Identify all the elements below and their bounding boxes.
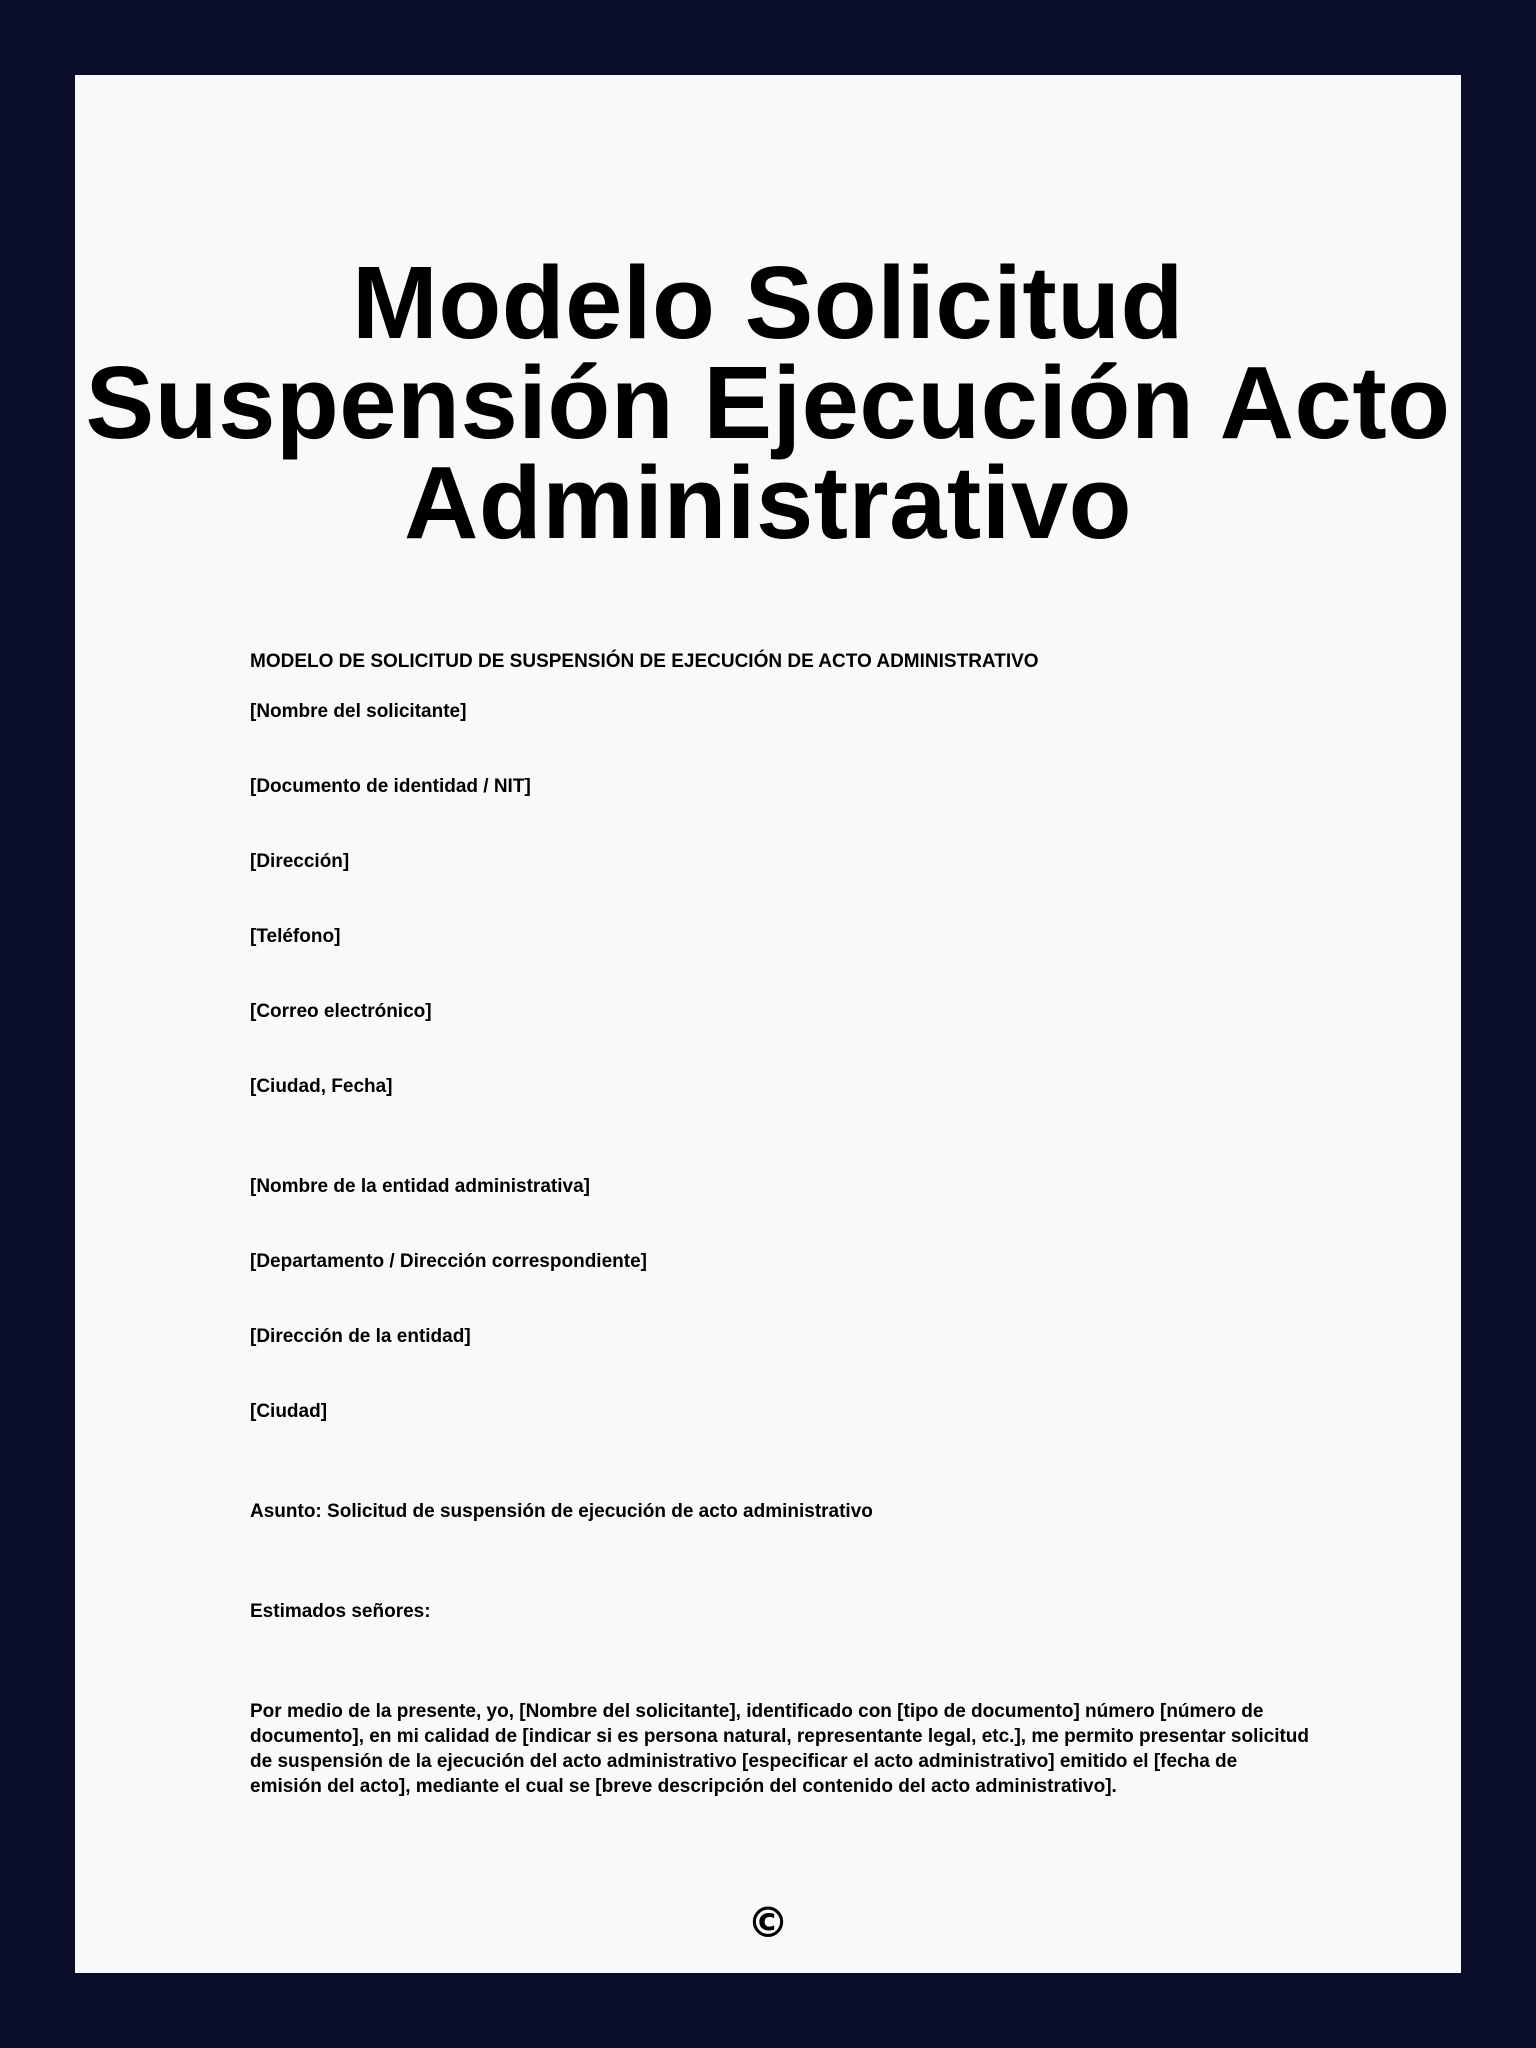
sender-email: [Correo electrónico] bbox=[250, 1001, 432, 1022]
subject-line: Asunto: Solicitud de suspensión de ejecución de acto administrativo bbox=[250, 1501, 873, 1522]
copyright-icon: © bbox=[747, 1898, 789, 1947]
sender-city-date: [Ciudad, Fecha] bbox=[250, 1076, 393, 1097]
document-heading: MODELO DE SOLICITUD DE SUSPENSIÓN DE EJECUCIÓN DE ACTO ADMINISTRATIVO bbox=[250, 651, 1039, 672]
document-page bbox=[75, 75, 1461, 1973]
recipient-entity: [Nombre de la entidad administrativa] bbox=[250, 1176, 590, 1197]
sender-name: [Nombre del solicitante] bbox=[250, 701, 467, 722]
recipient-address: [Dirección de la entidad] bbox=[250, 1326, 471, 1347]
sender-address: [Dirección] bbox=[250, 851, 350, 872]
body-paragraph: Por medio de la presente, yo, [Nombre del solicitante], identificado con [tipo de documento] número [número de documento], en mi calidad de [indicar si es persona natural, representante legal, etc.], me permito presentar solicitud de suspensión de la ejecución del acto administrativo [especificar el acto administrativo] emitido el [fecha de emisión del acto], mediante el cual se [breve descripción del contenido del acto administrativo]. bbox=[250, 1701, 1310, 1797]
recipient-city: [Ciudad] bbox=[250, 1401, 328, 1422]
recipient-department: [Departamento / Dirección correspondiente] bbox=[250, 1251, 647, 1272]
document-title: Modelo Solicitud Suspensión Ejecución Acto Administrativo bbox=[85, 245, 1451, 560]
sender-phone: [Teléfono] bbox=[250, 926, 341, 947]
salutation: Estimados señores: bbox=[250, 1601, 431, 1622]
sender-id: [Documento de identidad / NIT] bbox=[250, 776, 531, 797]
